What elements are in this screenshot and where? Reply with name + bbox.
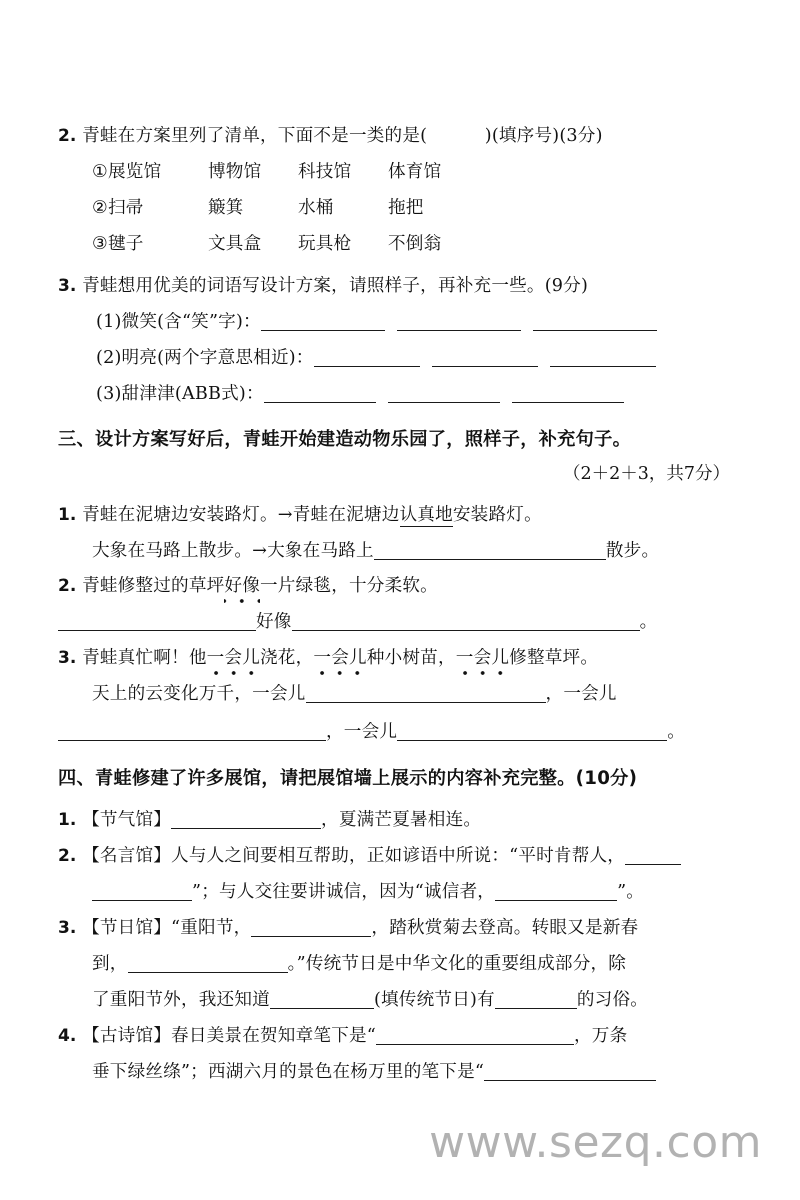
s4-item-4-text-2: ，万条 bbox=[573, 1026, 628, 1046]
answer-blank[interactable] bbox=[495, 883, 617, 901]
section-3-question-3-task-line-2 bbox=[58, 713, 758, 751]
question-3-item-3 bbox=[58, 376, 758, 412]
answer-blank[interactable] bbox=[550, 349, 656, 367]
s4-item-3-text-6: (填传统节日)有 bbox=[373, 990, 495, 1010]
option-1-word-3: 科技馆 bbox=[297, 162, 352, 182]
s3-q3-dotted-2: 一会儿 bbox=[313, 648, 367, 668]
answer-blank[interactable] bbox=[292, 613, 640, 631]
section-4-item-2-line-2 bbox=[58, 874, 758, 910]
option-1-word-2: 博物馆 bbox=[207, 162, 262, 182]
answer-blank[interactable] bbox=[58, 613, 256, 631]
s4-item-3-hall: 【节日馆】 bbox=[82, 918, 172, 938]
s4-item-2-text-3: ”。 bbox=[617, 882, 645, 902]
question-2-number: 2. bbox=[58, 126, 77, 146]
question-2-stem-a: 青蛙在方案里列了清单，下面不是一类的是( bbox=[82, 126, 428, 146]
option-2-marker: ② bbox=[92, 198, 108, 218]
answer-blank[interactable] bbox=[374, 542, 606, 560]
answer-blank[interactable] bbox=[306, 685, 546, 703]
s3-q3-example-tail: 修整草坪。 bbox=[509, 648, 599, 668]
answer-blank[interactable] bbox=[484, 1063, 656, 1081]
answer-blank[interactable] bbox=[432, 349, 538, 367]
s3-q1-task-suffix: 散步。 bbox=[605, 541, 660, 561]
s4-item-1-number: 1. bbox=[58, 810, 77, 830]
worksheet-body bbox=[58, 118, 758, 1090]
question-3-item-2 bbox=[58, 340, 758, 376]
answer-blank[interactable] bbox=[251, 919, 371, 937]
s3-q3-task-end: 。 bbox=[667, 722, 685, 742]
option-3-word-2: 文具盒 bbox=[207, 234, 262, 254]
question-2-option-2 bbox=[58, 190, 758, 226]
s4-item-4-text-3: 垂下绿丝绦”；西湖六月的景色在杨万里的笔下是“ bbox=[92, 1062, 485, 1082]
section-3-question-1-task bbox=[58, 533, 758, 569]
section-4-item-3-line-3 bbox=[58, 982, 758, 1018]
option-3-word-4: 不倒翁 bbox=[387, 234, 442, 254]
s3-q3-task-mid: ，一会儿 bbox=[545, 684, 617, 704]
item-3-marker: (3) bbox=[96, 384, 122, 404]
answer-blank[interactable] bbox=[376, 1027, 574, 1045]
option-1-marker: ① bbox=[92, 162, 108, 182]
s4-item-2-hall: 【名言馆】 bbox=[82, 846, 172, 866]
s3-q1-example-b: 安装路灯。 bbox=[452, 505, 542, 525]
option-2-word-1: 扫帚 bbox=[107, 198, 144, 218]
s4-item-4-text-1: 春日美景在贺知章笔下是“ bbox=[171, 1026, 376, 1046]
item-2-marker: (2) bbox=[96, 348, 122, 368]
option-1-word-1: 展览馆 bbox=[107, 162, 162, 182]
answer-blank[interactable] bbox=[264, 385, 376, 403]
s4-item-3-text-4: 。”传统节日是中华文化的重要组成部分，除 bbox=[287, 954, 627, 974]
answer-blank[interactable] bbox=[261, 313, 385, 331]
section-3-question-3 bbox=[58, 641, 758, 675]
answer-blank[interactable] bbox=[388, 385, 500, 403]
question-2 bbox=[58, 118, 758, 154]
s3-q3-dotted-1: 一会儿 bbox=[206, 648, 261, 668]
s3-q2-example-pre: 青蛙修整过的草坪 bbox=[82, 576, 225, 596]
answer-blank[interactable] bbox=[397, 313, 521, 331]
question-2-stem-b: )(填序号)(3分) bbox=[484, 126, 603, 146]
s3-q1-number: 1. bbox=[58, 505, 77, 525]
option-3-marker: ③ bbox=[92, 234, 108, 254]
question-3 bbox=[58, 268, 758, 304]
option-3-word-3: 玩具枪 bbox=[297, 234, 352, 254]
s3-q3-dotted-3: 一会儿 bbox=[455, 648, 510, 668]
s4-item-1-hall: 【节气馆】 bbox=[82, 810, 172, 830]
question-2-option-3 bbox=[58, 226, 758, 262]
section-3-heading: 三、设计方案写好后，青蛙开始建造动物乐园了，照样子，补充句子。 bbox=[58, 429, 632, 450]
s4-item-2-text-2: ”；与人交往要讲诚信，因为“诚信者， bbox=[192, 882, 496, 902]
item-3-prompt: 甜津津(ABB式)： bbox=[121, 384, 264, 404]
s4-item-1-text: ，夏满芒夏暑相连。 bbox=[321, 810, 482, 830]
question-3-stem: 青蛙想用优美的词语写设计方案，请照样子，再补充一些。(9分) bbox=[82, 276, 589, 296]
s4-item-3-number: 3. bbox=[58, 918, 77, 938]
s4-item-3-text-5: 了重阳节外，我还知道 bbox=[92, 990, 270, 1010]
answer-blank[interactable] bbox=[128, 955, 288, 973]
s3-q3-task-mid-2: ，一会儿 bbox=[326, 722, 398, 742]
option-2-word-3: 水桶 bbox=[297, 198, 334, 218]
s3-q1-example-underlined: 认真地 bbox=[399, 505, 453, 525]
answer-blank[interactable] bbox=[314, 349, 420, 367]
item-2-prompt: 明亮(两个字意思相近)： bbox=[121, 348, 314, 368]
s3-q2-number: 2. bbox=[58, 576, 77, 596]
s4-item-2-text-1: 人与人之间要相互帮助，正如谚语中所说：“平时肯帮人， bbox=[171, 846, 626, 866]
s3-q2-example-post: 一片绿毯，十分柔软。 bbox=[260, 576, 438, 596]
answer-blank[interactable] bbox=[533, 313, 657, 331]
question-3-number: 3. bbox=[58, 276, 77, 296]
s3-q3-example-head: 青蛙真忙啊！他 bbox=[82, 648, 207, 668]
section-3-question-1 bbox=[58, 497, 758, 533]
s3-q1-task-prefix: 大象在马路上散步。→大象在马路上 bbox=[92, 541, 374, 561]
s3-q3-mid-1: 浇花， bbox=[260, 648, 314, 668]
section-3-score: （2＋2＋3，共7分） bbox=[562, 464, 730, 484]
answer-blank[interactable] bbox=[58, 723, 326, 741]
s4-item-3-text-1: “重阳节， bbox=[171, 918, 252, 938]
s3-q3-task-head: 天上的云变化万千，一会儿 bbox=[92, 684, 306, 704]
s3-q2-answer-word: 好像 bbox=[256, 612, 292, 632]
s4-item-4-number: 4. bbox=[58, 1026, 77, 1046]
section-4-item-4 bbox=[58, 1018, 758, 1054]
s3-q2-answer-end: 。 bbox=[639, 612, 658, 632]
s3-q3-number: 3. bbox=[58, 648, 77, 668]
section-4-item-1 bbox=[58, 802, 758, 838]
section-3-question-2 bbox=[58, 569, 758, 603]
s4-item-3-text-3: 到， bbox=[92, 954, 128, 974]
section-4-item-3 bbox=[58, 910, 758, 946]
s3-q2-example-dotted: 好像 bbox=[224, 576, 261, 596]
question-2-option-1 bbox=[58, 154, 758, 190]
section-3-question-2-task bbox=[58, 603, 758, 641]
section-4-item-4-line-2 bbox=[58, 1054, 758, 1090]
section-4-item-2 bbox=[58, 838, 758, 874]
answer-blank[interactable] bbox=[512, 385, 624, 403]
s4-item-2-number: 2. bbox=[58, 846, 77, 866]
answer-blank[interactable] bbox=[625, 847, 681, 865]
answer-blank[interactable] bbox=[92, 883, 192, 901]
s3-q1-example-a: 青蛙在泥塘边安装路灯。→青蛙在泥塘边 bbox=[82, 505, 400, 525]
s4-item-3-text-2: ，踏秋赏菊去登高。转眼又是新春 bbox=[371, 918, 639, 938]
section-4-item-3-line-2 bbox=[58, 946, 758, 982]
section-3-question-3-task-line-1 bbox=[58, 675, 758, 713]
option-2-word-2: 簸箕 bbox=[207, 198, 244, 218]
answer-blank[interactable] bbox=[270, 991, 374, 1009]
question-3-item-1 bbox=[58, 304, 758, 340]
answer-blank[interactable] bbox=[495, 991, 577, 1009]
item-1-prompt: 微笑(含“笑”字)： bbox=[121, 312, 261, 332]
s4-item-3-text-7: 的习俗。 bbox=[576, 990, 649, 1010]
answer-blank[interactable] bbox=[171, 811, 321, 829]
site-watermark: www.sezq.com bbox=[429, 1117, 762, 1168]
option-2-word-4: 拖把 bbox=[387, 198, 424, 218]
answer-blank[interactable] bbox=[397, 723, 667, 741]
section-4-heading: 四、青蛙修建了许多展馆，请把展馆墙上展示的内容补充完整。(10分) bbox=[58, 768, 638, 789]
option-3-word-1: 毽子 bbox=[107, 234, 144, 254]
s3-q3-mid-2: 种小树苗， bbox=[366, 648, 456, 668]
option-1-word-4: 体育馆 bbox=[387, 162, 442, 182]
item-1-marker: (1) bbox=[96, 312, 122, 332]
s4-item-4-hall: 【古诗馆】 bbox=[82, 1026, 172, 1046]
